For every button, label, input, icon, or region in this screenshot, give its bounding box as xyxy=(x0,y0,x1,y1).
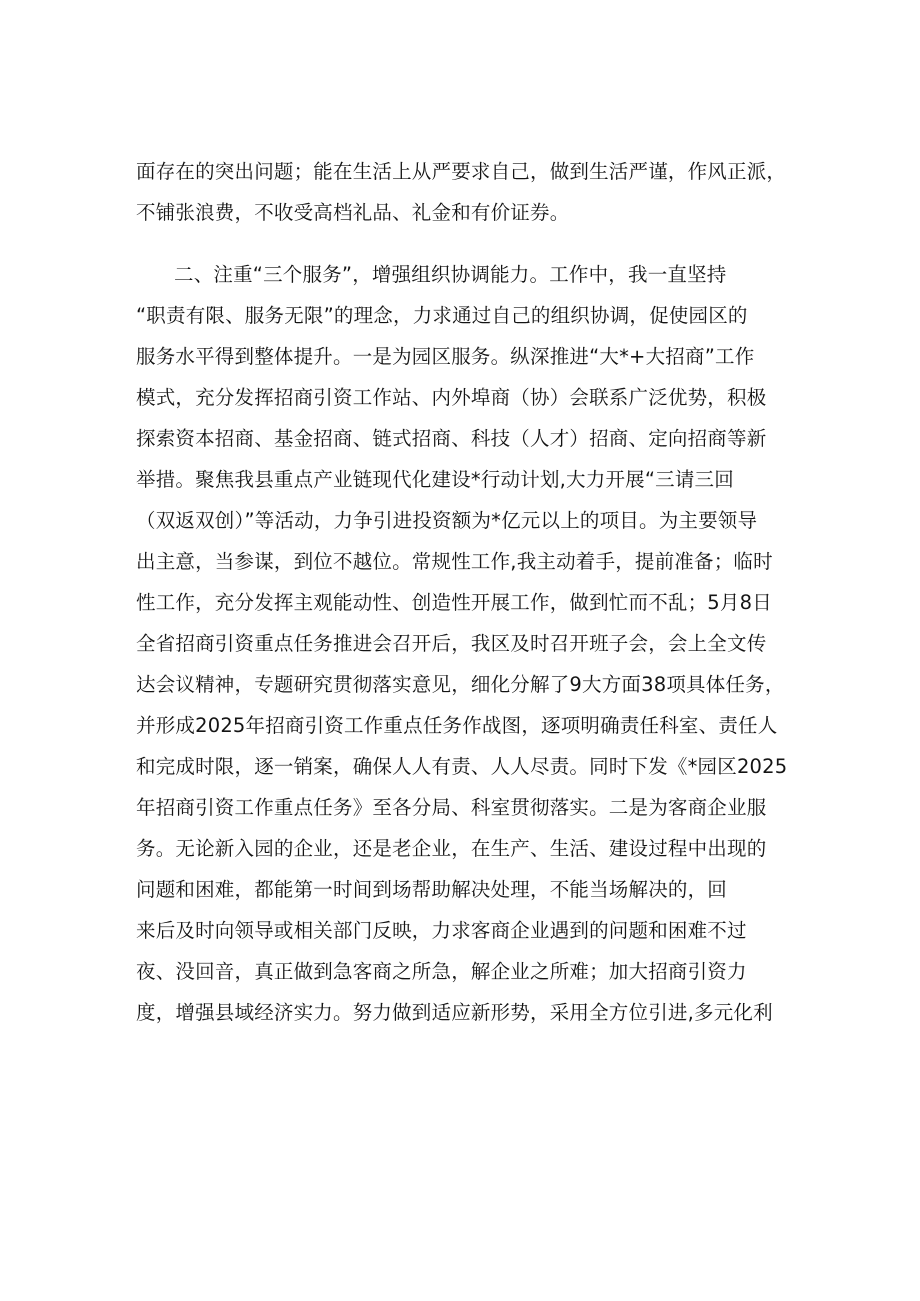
text-line: （双返双创）”等活动，力争引进投资额为*亿元以上的项目。为主要领导 xyxy=(136,509,758,532)
text-line: 模式，充分发挥招商引资工作站、内外埠商（协）会联系广泛优势，积极 xyxy=(136,386,767,409)
text-line: 面存在的突出问题；能在生活上从严要求自己，做到生活严谨，作风正派， xyxy=(136,160,787,183)
text-line: 达会议精神，专题研究贯彻落实意见，细化分解了9大方面38项具体任务， xyxy=(136,673,785,696)
text-line: 并形成2025年招商引资工作重点任务作战图，逐项明确责任科室、责任人 xyxy=(136,714,778,737)
text-line: 探索资本招商、基金招商、链式招商、科技（人才）招商、定向招商等新 xyxy=(136,427,767,450)
text-line: 不铺张浪费，不收受高档礼品、礼金和有价证券。 xyxy=(136,201,570,224)
text-line: 夜、没回音，真正做到急客商之所急，解企业之所难；加大招商引资力 xyxy=(136,960,747,983)
text-line: 年招商引资工作重点任务》至各分局、科室贯彻落实。二是为客商企业服 xyxy=(136,796,767,819)
text-line: 度，增强县域经济实力。努力做到适应新形势，采用全方位引进,多元化利 xyxy=(136,1001,773,1024)
text-line: “职责有限、服务无限”的理念，力求通过自己的组织协调，促使园区的 xyxy=(136,304,748,327)
text-line: 举措。聚焦我县重点产业链现代化建设*行动计划,大力开展“三请三回 xyxy=(136,468,734,491)
text-line: 来后及时向领导或相关部门反映，力求客商企业遇到的问题和困难不过 xyxy=(136,919,747,942)
text-line: 服务水平得到整体提升。一是为园区服务。纵深推进“大*+大招商”工作 xyxy=(136,345,755,368)
text-line: 务。无论新入园的企业，还是老企业，在生产、生活、建设过程中出现的 xyxy=(136,837,767,860)
text-line: 和完成时限，逐一销案，确保人人有责、人人尽责。同时下发《*园区2025 xyxy=(136,755,788,778)
text-line: 性工作，充分发挥主观能动性、创造性开展工作，做到忙而不乱；5月8日 xyxy=(136,591,772,614)
text-line: 全省招商引资重点任务推进会召开后，我区及时召开班子会，会上全文传 xyxy=(136,632,767,655)
text-line: 二、注重“三个服务”，增强组织协调能力。工作中，我一直坚持 xyxy=(174,263,727,286)
text-line: 出主意，当参谋，到位不越位。常规性工作,我主动着手，提前准备；临时 xyxy=(136,550,773,573)
text-line: 问题和困难，都能第一时间到场帮助解决处理，不能当场解决的，回 xyxy=(136,878,728,901)
